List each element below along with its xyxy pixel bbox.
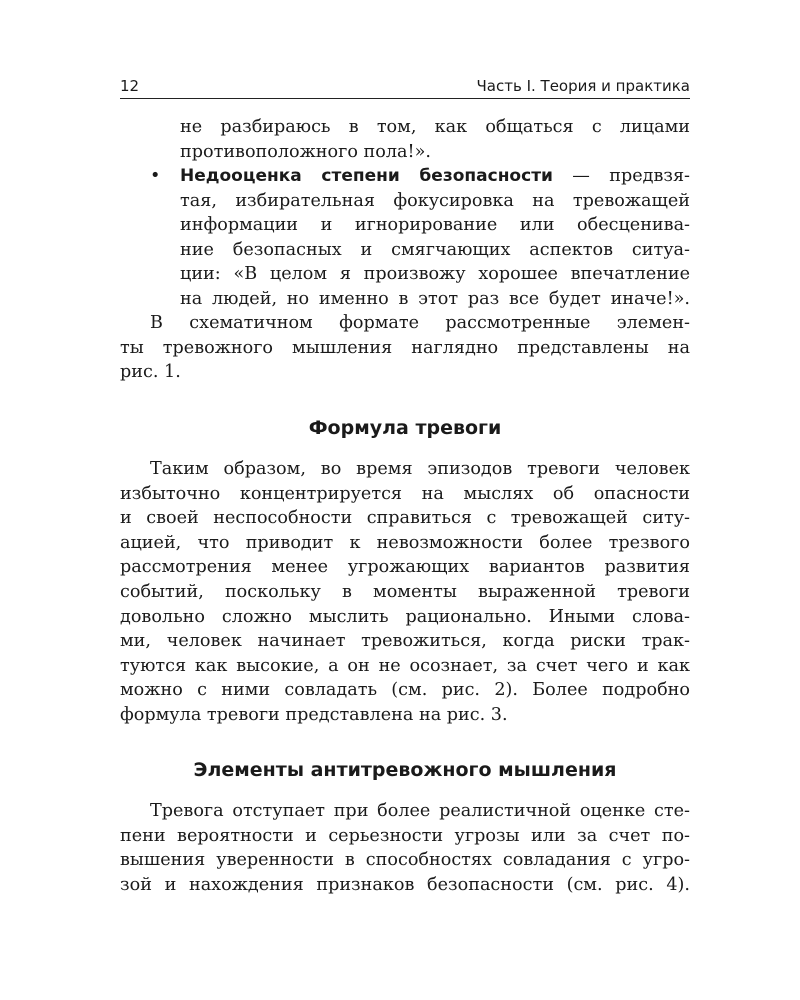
text-line: ции: «В целом я произвожу хорошее впечатление [180, 264, 690, 285]
list-item-continued [120, 115, 690, 164]
paragraph [120, 457, 690, 728]
text-line: ацией, что приводит к невозможности более трезвого [120, 532, 690, 553]
section-heading: Элементы антитревожного мышления [193, 759, 617, 781]
paragraph [120, 311, 690, 385]
text-line: на людей, но именно в этот раз все будет иначе!». [180, 288, 690, 309]
text-line: туются как высокие, а он не осознает, за счет чего и как [120, 655, 690, 676]
text-line: противоположного пола!». [180, 141, 431, 162]
section-heading: Формула тревоги [308, 417, 502, 439]
text-line: пени вероятности и серьезности угрозы или за счет по- [120, 825, 690, 846]
text-line: рис. 1. [120, 362, 181, 383]
text-line: избыточно концентрируется на мыслях об опасности [120, 483, 690, 504]
text-line: событий, поскольку в моменты выраженной тревоги [120, 581, 690, 602]
text-line: Тревога отступает при более реалистичной оценке сте- [150, 801, 690, 821]
text-line: зой и нахождения признаков безопасности (см. рис. 4). [120, 874, 690, 895]
text-line: и своей неспособности справиться с тревожащей ситу- [120, 508, 690, 529]
bullet-marker: • [150, 166, 161, 186]
running-header [120, 74, 690, 99]
text-line: тая, избирательная фокусировка на тревожащей [180, 190, 690, 211]
text-line: Таким образом, во время эпизодов тревоги человек [150, 459, 690, 479]
book-page [120, 0, 690, 1000]
text-line: ты тревожного мышления наглядно представлены на [120, 337, 690, 358]
text-line: не разбираюсь в том, как общаться с лицами [180, 117, 690, 137]
text-line: можно с ними совладать (см. рис. 2). Более подробно [120, 680, 690, 701]
paragraph [120, 799, 690, 897]
text-line: информации и игнорирование или обесценива- [180, 215, 690, 236]
text-line: ние безопасных и смягчающих аспектов ситуа- [180, 239, 690, 260]
bold-term: Недооценка степени безопасности [180, 166, 553, 186]
text-line: В схематичном формате рассмотренные элемен- [150, 313, 690, 333]
text-line: вышения уверенности в способностях совладания с угро- [120, 850, 690, 871]
list-item-bullet [120, 164, 690, 312]
text-line [180, 164, 690, 189]
page-number: 12 [120, 77, 140, 95]
text-line: довольно сложно мыслить рационально. Иными слова- [120, 606, 690, 627]
text-line: формула тревоги представлена на рис. 3. [120, 704, 508, 725]
text-line: рассмотрения менее угрожающих вариантов развития [120, 557, 690, 578]
term-continuation: — предвзя- [552, 166, 691, 186]
text-line: ми, человек начинает тревожиться, когда риски трак- [120, 631, 690, 652]
running-section-title: Часть I. Теория и практика [476, 77, 690, 95]
